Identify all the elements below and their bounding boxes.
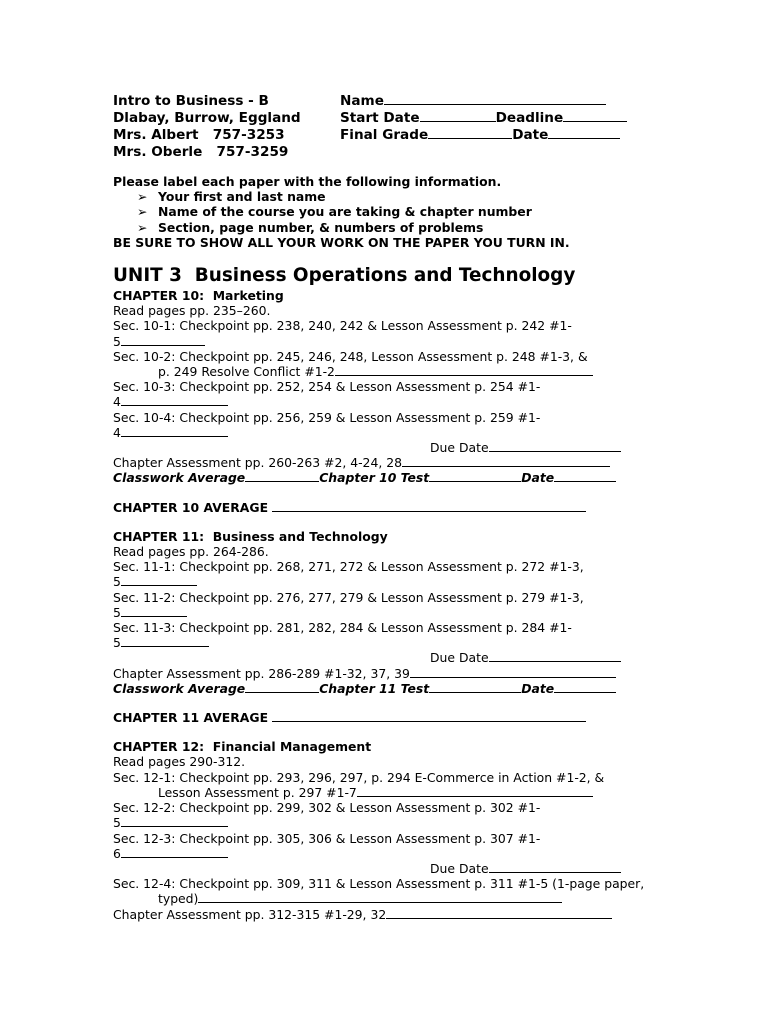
ch10-sec4-blank[interactable] <box>121 425 228 437</box>
due-date-label: Due Date <box>430 650 489 666</box>
ch11-average-blank[interactable] <box>272 710 586 722</box>
spacer <box>113 515 673 529</box>
due-date-label: Due Date <box>430 860 489 876</box>
instruction-bullet <box>113 220 673 235</box>
ch11-sec1-blank[interactable] <box>121 574 197 586</box>
ch12-sec1-tail: Lesson Assessment p. 297 #1-7 <box>158 784 357 800</box>
arrow-bullet-icon: ➢ <box>137 219 148 235</box>
ch10-sec3-cont <box>113 394 673 409</box>
arrow-bullet-icon: ➢ <box>137 189 148 205</box>
instructions-intro: Please label each paper with the following information. <box>113 174 502 189</box>
ch11-sec1-tail: 5 <box>113 574 121 590</box>
ch11-sec2-tail: 5 <box>113 604 121 620</box>
ch11-sec1-cont <box>113 574 673 589</box>
ch10-sec2: Sec. 10-2: Checkpoint pp. 245, 246, 248, Lesson Assessment p. 248 #1-3, & <box>113 348 588 364</box>
ch11-assessment-text: Chapter Assessment pp. 286-289 #1-32, 37, 39 <box>113 665 410 681</box>
ch11-date-label: Date <box>521 680 555 696</box>
ch12-sec2-cont <box>113 815 673 830</box>
start-date-label: Start Date <box>340 110 420 126</box>
ch10-test-blank[interactable] <box>429 470 521 482</box>
ch10-sec1-blank[interactable] <box>121 334 205 346</box>
classwork-average-label: Classwork Average <box>113 470 246 486</box>
show-work-warning: BE SURE TO SHOW ALL YOUR WORK ON THE PAPER YOU TURN IN. <box>113 234 570 250</box>
ch11-classwork-blank[interactable] <box>245 681 319 693</box>
ch12-assessment-blank[interactable] <box>386 907 612 919</box>
ch11-test-blank[interactable] <box>429 681 521 693</box>
ch12-sec2: Sec. 12-2: Checkpoint pp. 299, 302 & Lesson Assessment p. 302 #1- <box>113 800 541 816</box>
arrow-bullet-icon: ➢ <box>137 204 148 220</box>
ch10-assessment-blank[interactable] <box>402 455 610 467</box>
ch10-date-label: Date <box>521 470 555 486</box>
ch10-average-blank[interactable] <box>272 500 586 512</box>
ch12-sec3-cont <box>113 846 673 861</box>
deadline-blank[interactable] <box>563 110 627 122</box>
grade-date-blank[interactable] <box>548 127 620 139</box>
chapter-12-title: CHAPTER 12: Financial Management <box>113 739 372 755</box>
ch11-reading: Read pages pp. 264-286. <box>113 544 269 560</box>
ch10-average-label: CHAPTER 10 AVERAGE <box>113 499 269 515</box>
ch12-reading: Read pages 290-312. <box>113 754 246 770</box>
ch10-sec1: Sec. 10-1: Checkpoint pp. 238, 240, 242 & Lesson Assessment p. 242 #1- <box>113 318 572 334</box>
assignment-body <box>113 265 673 922</box>
ch10-sec2-cont <box>113 364 673 379</box>
ch10-sec3: Sec. 10-3: Checkpoint pp. 252, 254 & Lesson Assessment p. 254 #1- <box>113 379 541 395</box>
name-blank[interactable] <box>384 93 606 105</box>
ch10-sec2-tail: p. 249 Resolve Conflict #1-2 <box>158 364 335 380</box>
instruction-bullet <box>113 204 673 219</box>
ch11-average-label: CHAPTER 11 AVERAGE <box>113 710 269 726</box>
ch12-sec4-blank[interactable] <box>198 891 562 903</box>
ch11-sec2: Sec. 11-2: Checkpoint pp. 276, 277, 279 & Lesson Assessment p. 279 #1-3, <box>113 589 584 605</box>
ch10-due-blank[interactable] <box>489 440 621 452</box>
course-title: Intro to Business - B <box>113 93 269 109</box>
ch10-classwork-row <box>113 470 673 485</box>
ch11-average-row <box>113 710 673 725</box>
instruction-bullet <box>113 189 673 204</box>
ch12-due-blank[interactable] <box>489 861 621 873</box>
ch11-sec2-cont <box>113 605 673 620</box>
ch12-due-date <box>113 861 673 876</box>
grade-line <box>340 127 660 144</box>
ch12-sec4-tail: typed) <box>158 891 199 907</box>
ch10-date-blank[interactable] <box>554 470 616 482</box>
teacher-oberle: Mrs. Oberle 757-3259 <box>113 144 289 160</box>
ch10-sec2-blank[interactable] <box>335 364 593 376</box>
spacer <box>113 486 673 500</box>
ch12-sec2-blank[interactable] <box>121 815 228 827</box>
ch11-sec3-tail: 5 <box>113 635 121 651</box>
ch12-sec1-blank[interactable] <box>357 785 593 797</box>
ch11-date-blank[interactable] <box>554 681 616 693</box>
ch12-sec4-cont <box>113 891 673 906</box>
ch12-sec1-cont <box>113 785 673 800</box>
final-grade-blank[interactable] <box>428 127 512 139</box>
ch11-assessment-blank[interactable] <box>410 666 616 678</box>
ch11-due-blank[interactable] <box>489 650 621 662</box>
ch12-assessment-text: Chapter Assessment pp. 312-315 #1-29, 32 <box>113 906 387 922</box>
bullet-text: Section, page number, & numbers of problems <box>158 219 484 235</box>
ch10-sec4: Sec. 10-4: Checkpoint pp. 256, 259 & Lesson Assessment p. 259 #1- <box>113 409 541 425</box>
course-authors: Dlabay, Burrow, Eggland <box>113 110 301 126</box>
ch11-classwork-row <box>113 681 673 696</box>
ch12-sec4: Sec. 12-4: Checkpoint pp. 309, 311 & Lesson Assessment p. 311 #1-5 (1-page paper, <box>113 876 645 892</box>
ch12-sec2-tail: 5 <box>113 815 121 831</box>
ch11-sec3-blank[interactable] <box>121 635 209 647</box>
instructions <box>113 174 673 250</box>
ch11-sec3-cont <box>113 635 673 650</box>
ch11-sec2-blank[interactable] <box>121 605 187 617</box>
ch10-due-date <box>113 440 673 455</box>
chapter-10-title: CHAPTER 10: Marketing <box>113 288 284 303</box>
final-grade-label: Final Grade <box>340 127 429 143</box>
classwork-average-label: Classwork Average <box>113 680 246 696</box>
ch10-sec3-tail: 4 <box>113 394 121 410</box>
chapter-11-title: CHAPTER 11: Business and Technology <box>113 528 388 544</box>
due-date-label: Due Date <box>430 440 489 456</box>
start-date-blank[interactable] <box>420 110 496 122</box>
ch10-average-row <box>113 500 673 515</box>
ch10-reading: Read pages pp. 235–260. <box>113 303 271 319</box>
name-label: Name <box>340 93 384 109</box>
bullet-text: Your first and last name <box>158 189 326 205</box>
grade-date-label: Date <box>512 127 549 143</box>
student-info <box>340 93 660 144</box>
ch10-sec4-tail: 4 <box>113 424 121 440</box>
ch10-sec1-cont <box>113 334 673 349</box>
ch11-assessment <box>113 666 673 681</box>
unit-title: UNIT 3 Business Operations and Technology <box>113 265 576 286</box>
ch10-sec4-cont <box>113 425 673 440</box>
ch11-sec1: Sec. 11-1: Checkpoint pp. 268, 271, 272 & Lesson Assessment p. 272 #1-3, <box>113 559 584 575</box>
ch12-sec3: Sec. 12-3: Checkpoint pp. 305, 306 & Lesson Assessment p. 307 #1- <box>113 830 541 846</box>
ch12-sec3-blank[interactable] <box>121 846 228 858</box>
dates-line <box>340 110 660 127</box>
spacer <box>113 696 673 710</box>
ch10-assessment-text: Chapter Assessment pp. 260-263 #2, 4-24, 28 <box>113 455 402 471</box>
course-info <box>113 93 333 161</box>
ch10-sec1-tail: 5 <box>113 333 121 349</box>
ch12-sec3-tail: 6 <box>113 845 121 861</box>
ch10-assessment <box>113 455 673 470</box>
name-line <box>340 93 660 110</box>
spacer <box>113 725 673 739</box>
deadline-label: Deadline <box>495 110 564 126</box>
ch12-assessment <box>113 907 673 922</box>
ch10-classwork-blank[interactable] <box>245 470 319 482</box>
teacher-albert: Mrs. Albert 757-3253 <box>113 127 285 143</box>
ch11-due-date <box>113 650 673 665</box>
ch11-sec3: Sec. 11-3: Checkpoint pp. 281, 282, 284 & Lesson Assessment p. 284 #1- <box>113 620 572 636</box>
ch11-test-label: Chapter 11 Test <box>319 680 430 696</box>
ch10-test-label: Chapter 10 Test <box>319 470 430 486</box>
ch10-sec3-blank[interactable] <box>121 394 228 406</box>
bullet-text: Name of the course you are taking & chapter number <box>158 204 532 220</box>
ch12-sec1: Sec. 12-1: Checkpoint pp. 293, 296, 297, p. 294 E-Commerce in Action #1-2, & <box>113 769 605 785</box>
